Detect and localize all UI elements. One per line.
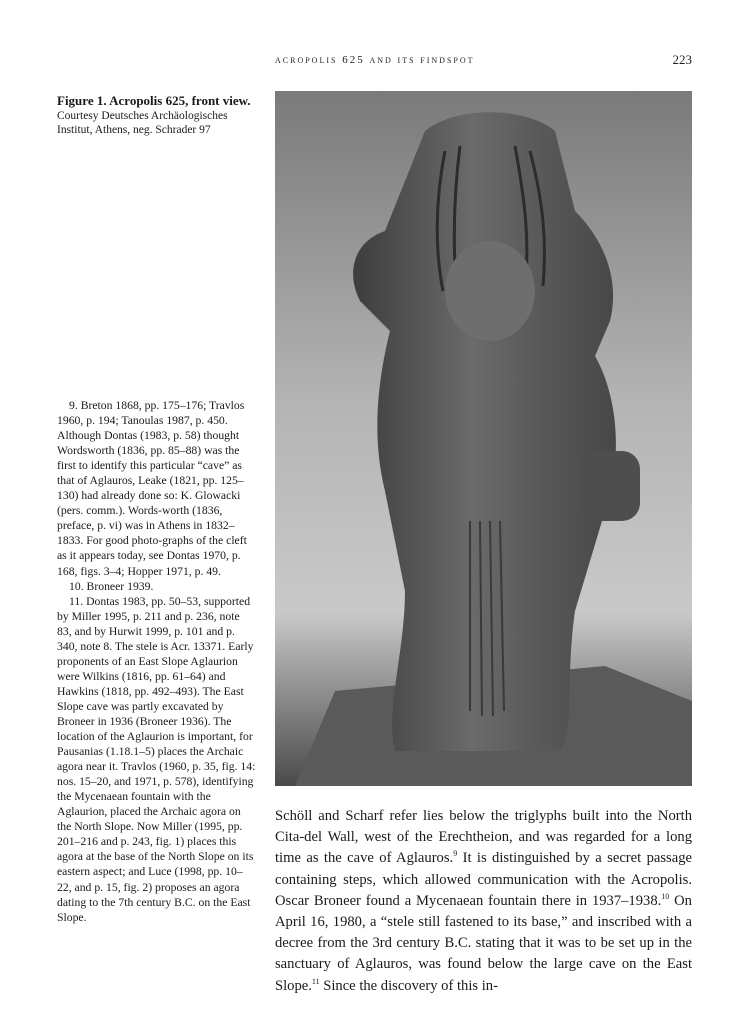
side-block <box>580 451 640 521</box>
body-segment: It is distinguished by a secret passage containing steps, which allowed communication with the Acropolis. Oscar Broneer found a Mycenaean fountain there in 1937–1938. <box>275 850 692 909</box>
body-segment: Since the discovery of this in- <box>319 977 498 994</box>
footnote-ref: 9 <box>453 849 458 859</box>
figure-credit: Courtesy Deutsches Archäologisches Institut, Athens, neg. Schrader 97 <box>57 110 228 136</box>
body-segment: stating that it was to be set up in the sanctuary of Aglauros, was found below the large cave on the East Slope. <box>275 935 692 994</box>
footnote-ref: 10 <box>661 891 670 901</box>
footnote: 10. Broneer 1939. <box>69 579 154 593</box>
era-abbrev: B.C. <box>444 935 472 952</box>
figure-caption <box>57 93 257 137</box>
body-segment: Schöll and Scharf refer lies below the triglyphs built into the North Cita-del Wall, west of the Erechtheion, and was regarded for a long time as the cave of Aglauros. <box>275 808 692 867</box>
statue-illustration <box>275 91 692 786</box>
footnote: 9. Breton 1868, pp. 175–176; Travlos 1960, p. 194; Tanoulas 1987, p. 450. Although Dontas (1983, p. 58) thought Wordsworth (1836, pp. 85–88) was the first to identify this particular “cave” as that of Aglauros, Leake (1821, pp. 125–130) had already done so: K. Glowacki (pers. comm.). Words-worth (1836, preface, p. vi) was in Athens in 1832–1833. For good photo-graphs of the cleft as it appears today, see Dontas 1970, p. 168, figs. 3–4; Hopper 1971, p. 49. <box>57 399 247 578</box>
page-number: 223 <box>672 52 692 67</box>
running-head: acropolis 625 and its findspot <box>275 54 475 66</box>
body-segment: On April 16, 1980, a “stele still fastened to its base,” and inscribed with a decree from the 3rd century <box>275 892 692 952</box>
footnote: 11. Dontas 1983, pp. 50–53, supported by Miller 1995, p. 211 and p. 236, note 83, and by Hurwit 1999, p. 101 and p. 340, note 8. The stele is Acr. 13371. Early proponents of an East Slope Aglaurion were Wilkins (1816, pp. 61–64) and Hawkins (1818, pp. 492–493). The East Slope cave was partly excavated by Broneer in 1936 (Broneer 1936). The location of the Aglaurion is important, for Pausanias (1.18.1–5) places the Archaic agora near it. Travlos (1960, p. 35, fig. 14: nos. 15–20, and 1971, p. 578), identifying the Mycenaean fountain with the Aglaurion, placed the Archaic agora on the North Slope. Now Miller (1995, pp. 201–216 and p. 243, fig. 1) places this agora at the base of the North Slope on its eastern aspect; and Luce (1998, pp. 10–22, and p. 15, fig. 2) proposes an agora dating to the 7th century B.C. on the East Slope. <box>57 594 256 924</box>
figure-title: Figure 1. Acropolis 625, front view. <box>57 93 251 108</box>
chest <box>445 241 535 341</box>
footnotes <box>57 398 257 925</box>
body-text <box>275 806 692 997</box>
body-paragraph <box>275 806 692 997</box>
footnote-ref: 11 <box>311 976 320 986</box>
statue <box>353 112 616 751</box>
statue-photograph <box>275 91 692 786</box>
